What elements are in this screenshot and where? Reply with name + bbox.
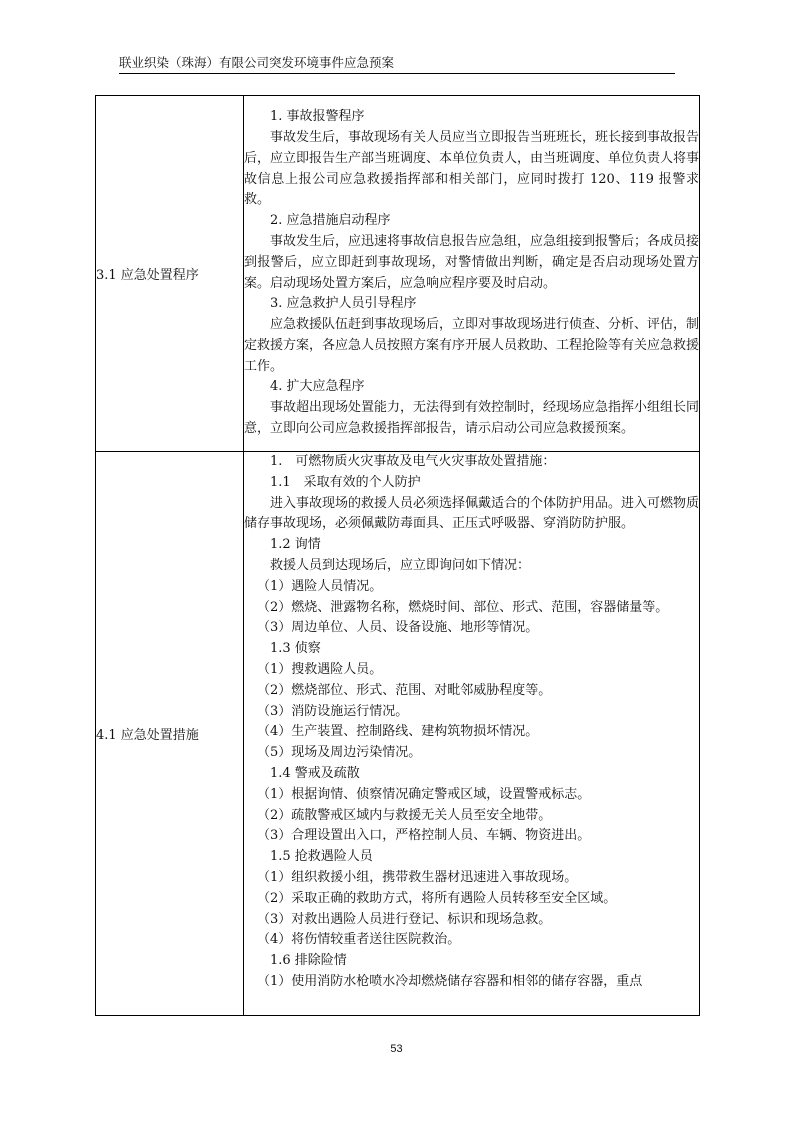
list-item: （2）采取正确的救助方式，将所有遇险人员转移至安全区域。 — [257, 890, 617, 906]
section-heading: 1. 事故报警程序 — [270, 109, 365, 125]
document-title: 联业织染（珠海）有限公司突发环境事件应急预案 — [119, 55, 395, 70]
list-item: （2）疏散警戒区域内与救援无关人员至安全地带。 — [257, 807, 552, 823]
section-heading: 4. 扩大应急程序 — [270, 379, 365, 395]
list-item: （2）燃烧部位、形式、范围、对毗邻威胁程度等。 — [257, 682, 552, 698]
row-content — [244, 452, 700, 1016]
body-paragraph: 事故发生后，应迅速将事故信息报告应急组，应急组接到报警后；各成员接到报警后，应立即赶到事故现场，对警情做出判断，确定是否启动现场处置方案。启动现场处置方案后，应急响应程序要及时启动。 — [244, 233, 700, 291]
section-heading: 2. 应急措施启动程序 — [270, 213, 391, 229]
list-item: （4）生产装置、控制路线、建构筑物损坏情况。 — [257, 724, 539, 740]
section-heading: 1.3 侦察 — [270, 641, 321, 657]
list-item: （3）消防设施运行情况。 — [257, 703, 409, 719]
section-heading: 1.4 警戒及疏散 — [270, 765, 360, 781]
list-item: （3）合理设置出入口，严格控制人员、车辆、物资进出。 — [257, 828, 591, 844]
list-item: （4）将伤情较重者送往医院救治。 — [257, 932, 461, 948]
section-heading: 1.1 采取有效的个人防护 — [270, 474, 421, 490]
row-label: 4.1 应急处置措施 — [96, 452, 244, 1016]
section-heading: 1.2 询情 — [270, 537, 321, 553]
table-row — [96, 452, 700, 1016]
list-item: （5）现场及周边污染情况。 — [257, 745, 422, 761]
page-number: 53 — [390, 1043, 403, 1055]
row-content — [244, 96, 700, 452]
row-label: 3.1 应急处置程序 — [96, 96, 244, 452]
section-heading: 1. 可燃物质火灾事故及电气火灾事故处置措施： — [270, 454, 556, 469]
list-item: （1）遇险人员情况。 — [257, 578, 383, 594]
body-paragraph: 救援人员到达现场后，应立即询问如下情况： — [270, 557, 531, 573]
body-paragraph: 进入事故现场的救援人员必须选择佩戴适合的个体防护用品。进入可燃物质储存事故现场，必须佩戴防毒面具、正压式呼吸器、穿消防防护服。 — [244, 495, 700, 532]
section-heading: 3. 应急救护人员引导程序 — [270, 296, 417, 312]
list-item: （2）燃烧、泄露物名称，燃烧时间、部位、形式、范围，容器储量等。 — [257, 599, 669, 615]
procedure-table — [95, 95, 700, 1016]
list-item: （1）根据询情、侦察情况确定警戒区域，设置警戒标志。 — [257, 786, 591, 802]
list-item: （3）对救出遇险人员进行登记、标识和现场急救。 — [257, 911, 552, 927]
content-paragraphs — [244, 107, 699, 440]
list-item: （3）周边单位、人员、设备设施、地形等情况。 — [257, 620, 539, 636]
body-paragraph: 应急救援队伍赶到事故现场后，立即对事故现场进行侦查、分析、评估，制定救援方案，各应急人员按照方案有序开展人员救助、工程抢险等有关应急救援工作。 — [244, 317, 700, 374]
list-item: （1）使用消防水枪喷水冷却燃烧储存容器和相邻的储存容器，重点 — [257, 973, 643, 989]
table-row — [96, 96, 700, 452]
list-item: （1）搜救遇险人员。 — [257, 661, 383, 677]
list-item: （1）组织救援小组，携带救生器材迅速进入事故现场。 — [257, 869, 578, 885]
body-paragraph: 事故超出现场处置能力，无法得到有效控制时，经现场应急指挥小组组长同意，立即向公司应急救援指挥部报告，请示启动公司应急救援预案。 — [244, 400, 700, 437]
body-paragraph: 事故发生后，事故现场有关人员应当立即报告当班班长，班长接到事故报告后，应立即报告生产部当班调度、本单位负责人，由当班调度、单位负责人将事故信息上报公司应急救援指挥部和相关部门，应同时拨打 120、119 报警求救。 — [244, 129, 700, 208]
section-heading: 1.5 抢救遇险人员 — [270, 849, 373, 865]
section-heading: 1.6 排除险情 — [270, 953, 347, 969]
content-paragraphs — [244, 452, 699, 993]
document-header — [119, 55, 675, 74]
